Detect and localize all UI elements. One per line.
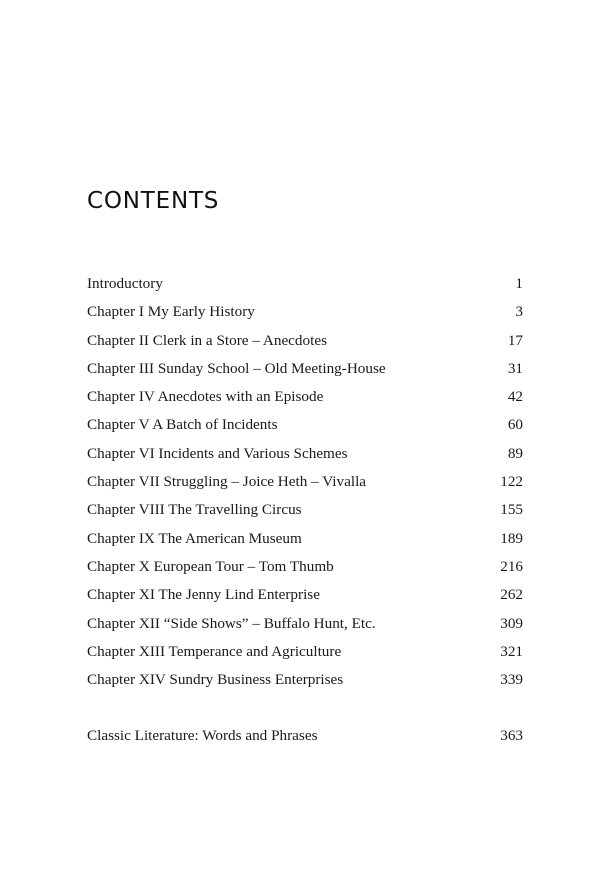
toc-entry-page: 31: [507, 359, 523, 377]
toc-entry-label: Chapter XIII Temperance and Agriculture: [87, 642, 342, 660]
toc-entry[interactable]: [87, 468, 523, 496]
toc-entry-page: 3: [515, 303, 523, 321]
toc-entry-label: Chapter VII Struggling – Joice Heth – Vivalla: [87, 473, 367, 491]
toc-entry-label: Chapter II Clerk in a Store – Anecdotes: [87, 331, 327, 349]
toc-entry[interactable]: [87, 270, 523, 298]
toc-entry[interactable]: [87, 610, 523, 638]
toc-entry-label: Chapter IX The American Museum: [87, 529, 302, 547]
toc-entry[interactable]: [87, 411, 523, 439]
table-of-contents: [87, 270, 523, 694]
toc-entry[interactable]: [87, 581, 523, 609]
toc-entry-label: Chapter XII “Side Shows” – Buffalo Hunt, Etc.: [87, 614, 376, 632]
toc-entry-label: Chapter V A Batch of Incidents: [87, 416, 278, 434]
toc-entry-label: Chapter IV Anecdotes with an Episode: [87, 388, 324, 406]
toc-entry-label: Chapter I My Early History: [87, 303, 255, 321]
toc-entry[interactable]: [87, 638, 523, 666]
toc-entry-page: 1: [515, 275, 523, 292]
toc-entry-page: 60: [507, 416, 523, 434]
toc-entry-page: 17: [507, 331, 523, 349]
toc-entry-label: Chapter X European Tour – Tom Thumb: [87, 557, 334, 575]
toc-entry[interactable]: [87, 440, 523, 468]
toc-appendix-entry[interactable]: [87, 722, 523, 750]
toc-entry[interactable]: [87, 496, 523, 524]
toc-entry[interactable]: [87, 525, 523, 553]
toc-entry[interactable]: [87, 298, 523, 326]
toc-entry[interactable]: [87, 553, 523, 581]
toc-entry-page: 216: [500, 557, 523, 575]
toc-entry-page: 189: [500, 529, 523, 547]
toc-appendix-label: Classic Literature: Words and Phrases: [87, 727, 318, 744]
toc-entry-page: 155: [500, 501, 523, 519]
toc-appendix-page: 363: [500, 727, 523, 744]
toc-entry-label: Chapter III Sunday School – Old Meeting-House: [87, 359, 386, 377]
toc-entry[interactable]: [87, 666, 523, 694]
toc-entry[interactable]: [87, 327, 523, 355]
toc-entry-page: 321: [500, 642, 523, 660]
toc-entry-label: Chapter VIII The Travelling Circus: [87, 501, 302, 519]
toc-entry-label: Chapter XI The Jenny Lind Enterprise: [87, 586, 320, 604]
toc-entry-page: 122: [500, 473, 523, 491]
toc-entry-page: 89: [507, 444, 523, 462]
page-title: CONTENTS: [87, 188, 220, 214]
toc-entry-label: Introductory: [87, 275, 163, 292]
toc-entry[interactable]: [87, 355, 523, 383]
toc-entry-page: 309: [500, 614, 523, 632]
toc-entry-page: 262: [500, 586, 523, 604]
toc-entry-label: Chapter XIV Sundry Business Enterprises: [87, 671, 344, 689]
toc-entry-page: 339: [500, 671, 523, 689]
toc-entry-label: Chapter VI Incidents and Various Schemes: [87, 444, 348, 462]
toc-entry[interactable]: [87, 383, 523, 411]
toc-entry-page: 42: [507, 388, 523, 406]
